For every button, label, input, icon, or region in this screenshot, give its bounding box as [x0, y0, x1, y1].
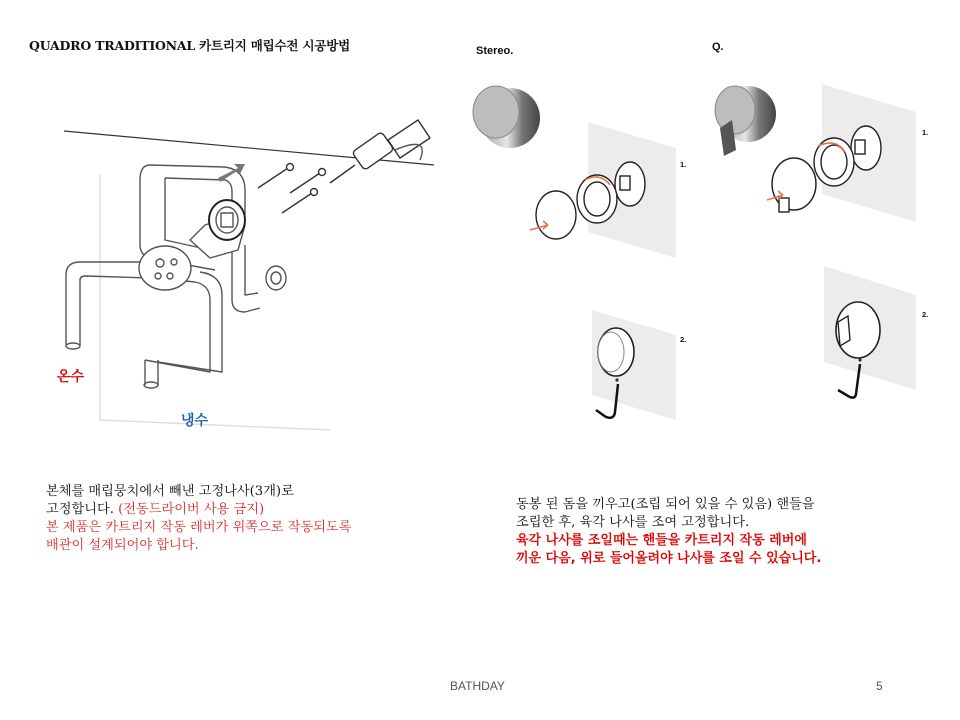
right-instruction-line-1: 동봉 된 돔을 끼우고(조립 되어 있을 수 있음) 핸들을	[516, 497, 815, 512]
hex-screw-warning-line-1: 육각 나사를 조일때는 핸들을 카트리지 작동 레버에	[516, 533, 807, 548]
right-instruction-line-2: 조립한 후, 육각 나사를 조여 고정합니다.	[516, 515, 750, 530]
q-step-1: 1.	[922, 128, 929, 137]
right-instructions	[516, 496, 936, 568]
cold-water-label: 냉수	[181, 413, 209, 429]
variant-label-q: Q.	[712, 41, 724, 53]
stereo-step-2: 2.	[680, 335, 687, 344]
left-instruction-line-2: 고정합니다.	[46, 502, 119, 517]
hex-screw-warning-line-2: 끼운 다음, 위로 들어올려야 나사를 조일 수 있습니다.	[516, 551, 822, 566]
left-instructions	[46, 483, 466, 555]
document-title: QUADRO TRADITIONAL 카트리지 매립수전 시공방법	[29, 38, 350, 53]
q-step-2: 2.	[922, 310, 929, 319]
lever-warning-line-1: 본 제품은 카트리지 작동 레버가 위쪽으로 작동되도록	[46, 520, 352, 535]
variant-label-stereo: Stereo.	[476, 45, 514, 57]
footer-brand: BATHDAY	[450, 679, 505, 693]
lever-warning-line-2: 배관이 설계되어야 합니다.	[46, 538, 199, 553]
stereo-step-1: 1.	[680, 160, 687, 169]
drill-warning: (전동드라이버 사용 금지)	[118, 502, 265, 517]
hot-water-label: 온수	[57, 369, 85, 385]
page-number: 5	[876, 679, 883, 693]
left-instruction-line-1: 본체를 매립뭉치에서 빼낸 고정나사(3개)로	[46, 484, 294, 499]
